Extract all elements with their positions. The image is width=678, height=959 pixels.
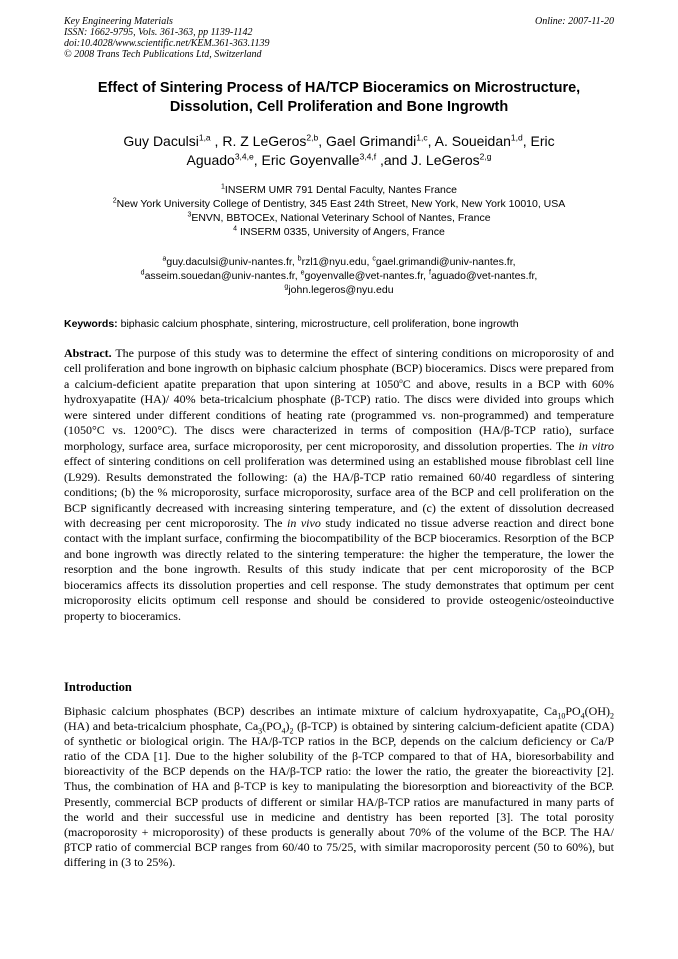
author-affil-mark: 2,b bbox=[306, 132, 319, 143]
author-separator: , bbox=[210, 133, 223, 149]
keywords-label: Keywords: bbox=[64, 318, 118, 330]
author-separator: , bbox=[427, 133, 435, 149]
author-affil-mark: 1,c bbox=[416, 132, 428, 143]
formula-subscript: 2 bbox=[289, 726, 294, 736]
keywords bbox=[64, 317, 614, 331]
degree-mark: o bbox=[399, 376, 403, 385]
abstract bbox=[64, 346, 614, 624]
author-separator: , Eric bbox=[522, 133, 555, 149]
author-affil-mark: 1,d bbox=[510, 132, 523, 143]
introduction-paragraph bbox=[64, 704, 614, 870]
intro-text: PO bbox=[565, 704, 581, 718]
author-name: Guy Daculsi bbox=[123, 133, 199, 149]
email-list bbox=[30, 255, 648, 297]
abstract-text: C and above, results in a BCP with 60% hydroxyapatite (HA)/ 40% beta-tricalcium phosphate (β-TCP) ratio. The discs were divided into groups which were sintered under different conditions of heating rate (programmed vs. non-programmed) and temperature (1050°C vs. 1200°C). The discs were characterized in terms of composition (HA/β-TCP ratio), surface morphology, surface area, surface microporosity, per cent microporosity, and dissolution properties. The bbox=[64, 376, 614, 453]
affiliation-line bbox=[30, 225, 648, 239]
author-name: A. Soueidan bbox=[434, 133, 511, 149]
doi-line: doi:10.4028/www.scientific.net/KEM.361-363.1139 bbox=[64, 38, 270, 49]
intro-text: (β-TCP) is obtained by sintering calcium-deficient apatite (CDA) of synthetic or biological origin. The HA/β-TCP ratios in the BCP, depends on the calcium deficiency or Ca/P ratio of the CDA [1]. Due to the higher solubility of the β-TCP compared to that of HA, bioresorbability and bioreactivity of the BCP depends on the HA/β-TCP ratio: the lower the ratio, the greater the bioreactivity [2]. Thus, the combination of HA and β-TCP is key to manipulating the bioresorption and bioreactivity of the BCP. Presently, commercial BCP products of different or similar HA/β-TCP ratios are manufactured in many parts of the world and their successful use in medicine and dentistry has been reported [3]. The total porosity (macroporosity + microporosity) of these products is generally about 70% of the volume of the BCP. The HA/βTCP ratio of commercial BCP ranges from 60/40 to 75/25, with similar macroporosity percent (50 to 60%), but differing in (3 to 25%). bbox=[64, 719, 614, 869]
email-mark: f bbox=[428, 269, 431, 277]
abstract-italic: in vivo bbox=[287, 515, 321, 530]
formula-subscript: 3 bbox=[258, 726, 263, 736]
copyright-line: © 2008 Trans Tech Publications Ltd, Switzerland bbox=[64, 49, 262, 60]
email-link[interactable]: gael.grimandi@univ-nantes.fr bbox=[375, 256, 513, 268]
online-date: Online: 2007-11-20 bbox=[535, 16, 614, 27]
formula-subscript: 2 bbox=[610, 711, 614, 721]
author-separator: , bbox=[253, 152, 262, 168]
affiliation-line bbox=[30, 211, 648, 225]
author-affil-mark: 3,4,f bbox=[359, 151, 377, 162]
author-affil-mark: 3,4,e bbox=[234, 151, 254, 162]
email-line: $^a$guy.daculsi@univ-nantes.fr, $^b$rzl1@nyu.edu, $^c$gael.grimandi@univ-nantes.fr, bbox=[162, 255, 516, 268]
author-separator: ,and bbox=[376, 152, 412, 168]
email-link[interactable]: goyenvalle@vet-nantes.fr bbox=[304, 270, 424, 282]
abstract-label: Abstract. bbox=[64, 346, 112, 360]
intro-text: (OH) bbox=[584, 704, 610, 718]
affiliation-line bbox=[30, 183, 648, 197]
abstract-italic: in vitro bbox=[578, 438, 614, 453]
affiliation-text: INSERM 0335, University of Angers, France bbox=[237, 226, 445, 238]
email-link[interactable]: guy.daculsi@univ-nantes.fr bbox=[166, 256, 292, 268]
abstract-text: effect of sintering conditions on cell proliferation was determined using an established mouse fibroblast cell line (L929). Results demonstrated the following: (a) the HA/β-TCP ratio remained 60/40 regardless of sintering conditions; (b) the % microporosity, surface microporosity, surface area of the BCP and cell proliferation on the BCP significantly decreased with increasing sintering temperature, and (c) the extent of dissolution decreased with decreasing per cent microporosity. The bbox=[64, 454, 614, 530]
paper-title bbox=[40, 79, 638, 117]
formula-subscript: 10 bbox=[557, 711, 566, 721]
author-affil-mark: 2,g bbox=[479, 151, 492, 162]
email-mark: b bbox=[297, 255, 302, 263]
affiliation-list bbox=[30, 183, 648, 239]
email-mark: d bbox=[140, 269, 145, 277]
email-mark: c bbox=[372, 255, 376, 263]
affiliation-mark: 2 bbox=[112, 197, 117, 205]
affiliation-mark: 4 bbox=[233, 225, 238, 233]
intro-text: (HA) and beta-tricalcium phosphate, Ca bbox=[64, 719, 259, 734]
affiliation-mark: 3 bbox=[187, 211, 192, 219]
author-name: Eric Goyenvalle bbox=[261, 152, 360, 168]
journal-name: Key Engineering Materials bbox=[64, 16, 173, 27]
title-line-1: Effect of Sintering Process of HA/TCP Bioceramics on Microstructure, bbox=[97, 80, 581, 96]
affiliation-text: ENVN, BBTOCEx, National Veterinary School of Nantes, France bbox=[191, 212, 491, 224]
author-name: Aguado bbox=[186, 152, 235, 168]
author-list bbox=[50, 132, 628, 170]
journal-header bbox=[64, 16, 614, 60]
email-mark: e bbox=[300, 269, 305, 277]
affiliation-text: New York University College of Dentistry, 345 East 24th Street, New York, New York 10010, USA bbox=[116, 198, 566, 210]
email-link[interactable]: aguado@vet-nantes.fr bbox=[430, 270, 535, 282]
email-link[interactable]: john.legeros@nyu.edu bbox=[288, 284, 394, 296]
email-mark: g bbox=[284, 283, 289, 291]
email-line: $^d$asseim.souedan@univ-nantes.fr, $^e$goyenvalle@vet-nantes.fr, $^f$aguado@vet-nantes.fr, bbox=[140, 269, 538, 282]
email-mark: a bbox=[162, 255, 167, 263]
keywords-text: biphasic calcium phosphate, sintering, microstructure, cell proliferation, bone ingrowth bbox=[117, 318, 519, 330]
email-link[interactable]: asseim.souedan@univ-nantes.fr bbox=[144, 270, 295, 282]
intro-text: (PO bbox=[262, 719, 282, 734]
email-line bbox=[30, 283, 648, 297]
affiliation-mark: 1 bbox=[221, 183, 225, 191]
author-name: J. LeGeros bbox=[411, 152, 480, 168]
issn-line: ISSN: 1662-9795, Vols. 361-363, pp 1139-1142 bbox=[64, 27, 253, 38]
author-name: R. Z LeGeros bbox=[222, 133, 307, 149]
affiliation-line bbox=[30, 197, 648, 211]
section-heading-introduction: Introduction bbox=[64, 680, 132, 694]
author-name: Gael Grimandi bbox=[325, 133, 417, 149]
formula-subscript: 4 bbox=[580, 711, 585, 721]
author-affil-mark: 1,a bbox=[198, 132, 211, 143]
intro-text: ) bbox=[285, 719, 290, 734]
email-link[interactable]: rzl1@nyu.edu bbox=[301, 256, 367, 268]
affiliation-text: INSERM UMR 791 Dental Faculty, Nantes France bbox=[224, 184, 457, 196]
intro-text: Biphasic calcium phosphates (BCP) describes an intimate mixture of calcium hydroxyapatite, Ca bbox=[64, 704, 558, 718]
abstract-text: The purpose of this study was to determine the effect of sintering conditions on microporosity of and cell proliferation and bone ingrowth on biphasic calcium phosphate (BCP) bioceramics. Discs were prepared from a calcium-deficient apatite preparation that upon sintering at 1050 bbox=[64, 346, 614, 391]
title-line-2: Dissolution, Cell Proliferation and Bone Ingrowth bbox=[169, 99, 509, 115]
formula-subscript: 4 bbox=[281, 726, 286, 736]
abstract-text: study indicated no tissue adverse reaction and direct bone contact with the implant surface, confirming the biocompatibility of the BCP bioceramics. Resorption of the BCP and bone ingrowth was directly related to the sintering temperature: the higher the temperature, the lower the resorption and the bone ingrowth. Results of this study indicate that per cent microporosity of the BCP bioceramics affects its dissolution properties and cell response. The study demonstrates that optimum per cent microporosity elicits optimum cell response and should be considered to provide osteogenic/osteoinductive property to bioceramics. bbox=[64, 515, 615, 623]
author-separator: , bbox=[318, 133, 326, 149]
